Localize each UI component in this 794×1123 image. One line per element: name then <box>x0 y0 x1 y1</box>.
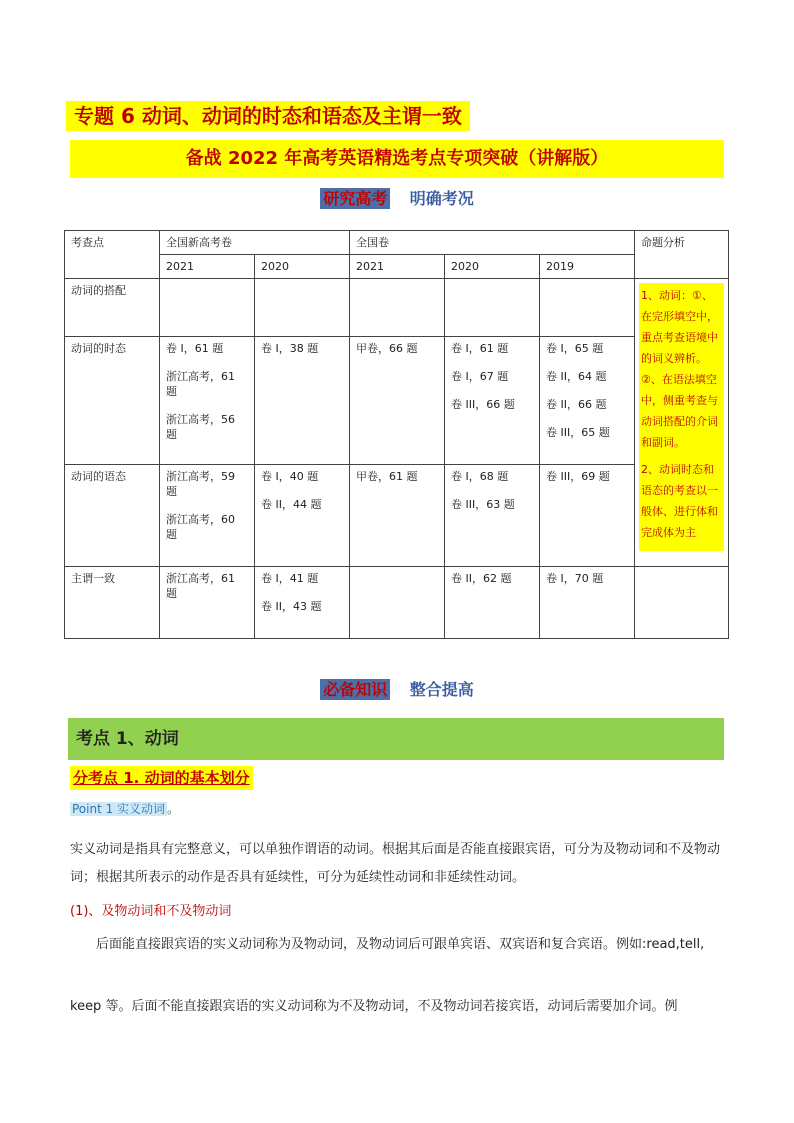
cell-entry: 卷 II，62 题 <box>451 572 512 585</box>
header-group-new: 全国新高考卷 <box>160 231 350 255</box>
header-year: 2021 <box>350 255 445 279</box>
paragraph: 实义动词是指具有完整意义，可以单独作谓语的动词。根据其后面是否能直接跟宾语，可分为及物动词和不及物动词；根据其所表示的动作是否具有延续性，可分为延续性动词和非延续性动词。 <box>70 842 721 885</box>
header-group-national: 全国卷 <box>350 231 635 255</box>
paragraph: 后面能直接跟宾语的实义动词称为及物动词，及物动词后可跟单宾语、双宾语和复合宾语。例如:read,tell, <box>96 937 705 952</box>
cell-entry: 卷 I，65 题 <box>546 342 604 355</box>
cell-entry: 甲卷，61 题 <box>356 470 418 483</box>
section-heading-highlight: 研究高考 <box>320 188 390 209</box>
row-point: 动词的语态 <box>65 465 160 567</box>
table-row <box>65 465 729 567</box>
header-point: 考查点 <box>65 231 160 279</box>
cell-entry: 卷 II，44 题 <box>261 498 322 511</box>
cell-entry: 卷 I，40 题 <box>261 470 319 483</box>
header-analysis: 命题分析 <box>635 231 729 279</box>
header-year: 2021 <box>160 255 255 279</box>
cell-entry: 卷 II，43 题 <box>261 600 322 613</box>
cell-entry: 卷 I，67 题 <box>451 370 509 383</box>
cell-entry: 卷 I，41 题 <box>261 572 319 585</box>
cell-entry: 卷 I，68 题 <box>451 470 509 483</box>
subsection-heading: (1)、及物动词和不及物动词 <box>70 904 232 919</box>
cell-entry: 浙江高考，61 题 <box>166 370 235 398</box>
cell-entry: 卷 I，61 题 <box>166 342 224 355</box>
point-label <box>70 800 179 818</box>
cell-entry: 卷 I，61 题 <box>451 342 509 355</box>
section-heading-plain: 明确考况 <box>409 189 474 208</box>
paragraph: keep 等。后面不能直接跟宾语的实义动词称为不及物动词，不及物动词若接宾语，动词后需要加介词。例 <box>70 999 678 1014</box>
table-row <box>65 279 729 337</box>
cell-entry: 卷 II，66 题 <box>546 398 607 411</box>
knowledge-point-heading: 考点 1、动词 <box>68 718 724 760</box>
exam-table <box>64 230 729 639</box>
cell-entry: 甲卷，66 题 <box>356 342 418 355</box>
cell-entry: 浙江高考，56 题 <box>166 413 235 441</box>
analysis-box <box>639 283 724 551</box>
cell-entry: 浙江高考，59 题 <box>166 470 235 498</box>
section-heading-plain: 整合提高 <box>409 680 474 699</box>
cell-entry: 浙江高考，60 题 <box>166 513 235 541</box>
row-point: 主谓一致 <box>65 567 160 639</box>
cell-entry: 卷 III，65 题 <box>546 426 610 439</box>
analysis-text: 2、动词时态和语态的考查以一般体、进行体和完成体为主 <box>641 463 719 539</box>
cell-entry: 卷 III，69 题 <box>546 470 610 483</box>
header-year: 2019 <box>540 255 635 279</box>
cell-entry: 卷 I，38 题 <box>261 342 319 355</box>
cell-entry: 卷 II，64 题 <box>546 370 607 383</box>
row-point: 动词的搭配 <box>65 279 160 337</box>
point-label-highlight: Point 1 实义动词 <box>72 802 166 816</box>
table-row <box>65 567 729 639</box>
cell-entry: 浙江高考，61 题 <box>166 572 235 600</box>
topic-title: 专题 6 动词、动词的时态和语态及主谓一致 <box>66 101 470 131</box>
header-year: 2020 <box>255 255 350 279</box>
analysis-text: 1、动词：①、在完形填空中，重点考查语境中的词义辨析。②、在语法填空中，侧重考查与动词搭配的介词和副词。 <box>641 289 719 449</box>
table-row <box>65 337 729 465</box>
cell-entry: 卷 III，66 题 <box>451 398 515 411</box>
sub-point-heading: 分考点 1. 动词的基本划分 <box>70 766 253 790</box>
cell-entry: 卷 I，70 题 <box>546 572 604 585</box>
cell-entry: 卷 III，63 题 <box>451 498 515 511</box>
section-heading-knowledge <box>0 677 794 703</box>
section-heading-research <box>0 186 794 212</box>
row-point: 动词的时态 <box>65 337 160 465</box>
header-year: 2020 <box>445 255 540 279</box>
point-label-suffix: 。 <box>167 802 180 816</box>
sub-title: 备战 2022 年高考英语精选考点专项突破（讲解版） <box>70 140 724 178</box>
section-heading-highlight: 必备知识 <box>320 679 390 700</box>
